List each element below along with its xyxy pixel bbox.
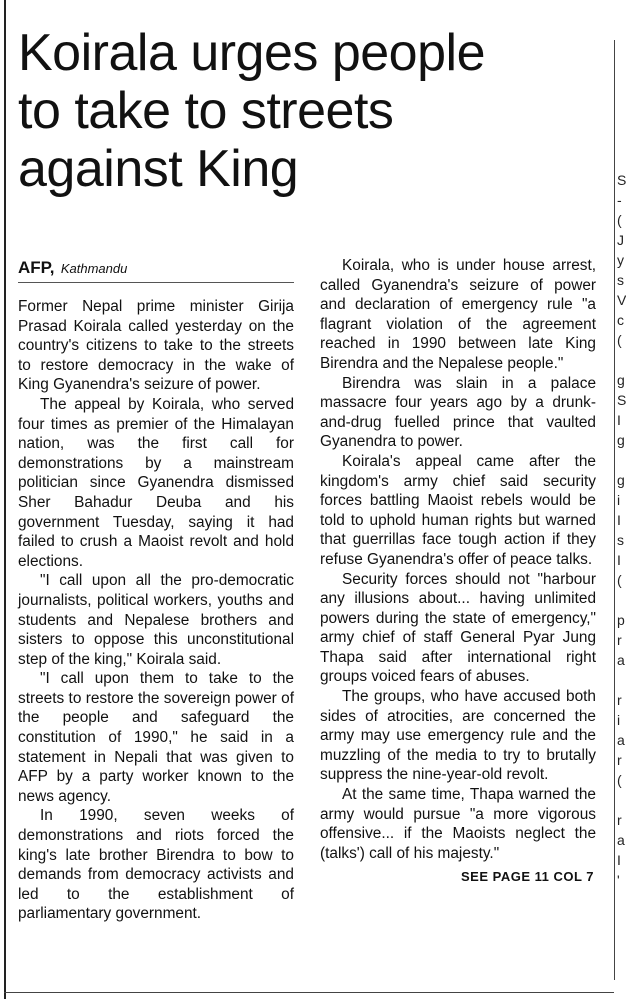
fragment-glyph: g [617,472,625,488]
fragment-glyph: a [617,652,625,668]
fragment-glyph [617,670,625,690]
paragraph: The groups, who have accused both sides of atrocities, are concerned the army may use emergency rule and the muzzling of the media to try to brutally suppress the nine-year-old revolt. [320,688,596,784]
paragraph: "I call upon all the pro-democratic journalists, political workers, youths and students and Nepalese brothers and sisters to oppose this unconstitutional step of the king," Koirala said. [18,572,294,668]
byline-agency: AFP, [18,258,55,277]
fragment-glyph: s [617,532,624,548]
fragment-glyph: I [617,552,621,568]
fragment-glyph: s [617,272,624,288]
bottom-border-rule [4,992,614,993]
paragraph: In 1990, seven weeks of demonstrations and riots forced the king's late brother Birendra to bow to demands from democracy activists and led to the establishment of parliamentary government. [18,807,294,923]
fragment-glyph: I [617,852,621,868]
fragment-glyph: V [617,292,626,308]
fragment-glyph: c [617,312,624,328]
article-column-left [18,258,294,924]
fragment-glyph: S [617,392,626,408]
fragment-glyph: ( [617,212,622,228]
fragment-glyph: g [617,372,625,388]
article-headline [18,24,608,198]
fragment-glyph: i [617,492,621,508]
fragment-glyph [617,790,625,810]
headline-line-2: to take to streets [18,82,394,140]
paragraph: Former Nepal prime minister Girija Prasad Koirala called yesterday on the country's citizens to take to the streets to restore democracy in the wake of King Gyanendra's seizure of power. [18,298,294,394]
fragment-glyph: y [617,252,624,268]
fragment-glyph: g [617,432,625,448]
article-column-right [320,256,596,887]
fragment-glyph: - [617,192,622,208]
continued-on-page-note: SEE PAGE 11 COL 7 [460,869,594,885]
fragment-glyph [617,450,625,470]
paragraph: "I call upon them to take to the streets to restore the sovereign power of the people and safeguard the constitution of 1990," he said in a statement in Nepali that was given to AFP by a party worker known to the news agency. [18,670,294,805]
fragment-glyph: ( [617,572,622,588]
fragment-glyph: a [617,832,625,848]
fragment-glyph: p [617,612,625,628]
byline [18,258,294,283]
headline-line-3: against King [18,140,299,198]
paragraph: Koirala's appeal came after the kingdom's army chief said security forces battling Maoist rebels would be told to uphold human rights but warned that guerrillas face tough action if they refuse Gyanendra's offer of peace talks. [320,452,596,568]
fragment-glyph [617,350,625,370]
left-border-rule [4,0,6,999]
fragment-glyph: ( [617,332,622,348]
byline-location: Kathmandu [60,261,128,276]
paragraph: The appeal by Koirala, who served four times as premier of the Himalayan nation, was the first call for demonstrations by a mainstream politician since Gyanendra dismissed Sher Bahadur Deuba and his government Tuesday, saying it had failed to crush a Maoist revolt and hold elections. [18,395,294,570]
fragment-glyph: r [617,692,622,708]
fragment-glyph: I [617,412,621,428]
adjacent-article-fragment [617,170,625,890]
fragment-glyph [617,590,625,610]
fragment-glyph: r [617,812,622,828]
fragment-glyph: i [617,712,621,728]
fragment-glyph: r [617,632,622,648]
fragment-glyph: ( [617,772,622,788]
paragraph: At the same time, Thapa warned the army would pursue "a more vigorous offensive... if the Maoists neglect the (talks') call of his majesty." [320,786,596,862]
headline-line-1: Koirala urges people [18,24,485,82]
fragment-glyph: I [617,512,621,528]
fragment-glyph: J [617,232,624,248]
paragraph: Security forces should not "harbour any illusions about... having unlimited powers during the state of emergency," army chief of staff General Pyar Jung Thapa said after international right groups voiced fears of abuses. [320,570,596,686]
column-divider-rule [614,40,615,980]
fragment-glyph: a [617,732,625,748]
fragment-glyph: S [617,172,626,188]
fragment-glyph: ' [617,872,620,888]
paragraph: Birendra was slain in a palace massacre four years ago by a drunk-and-drug fuelled prince that vaulted Gyanendra to power. [320,374,596,451]
paragraph: Koirala, who is under house arrest, called Gyanendra's seizure of power and declaration of emergency rule "a flagrant violation of the agreement reached in 1990 between late King Birendra and the Nepalese people." [320,257,596,372]
fragment-glyph: r [617,752,622,768]
